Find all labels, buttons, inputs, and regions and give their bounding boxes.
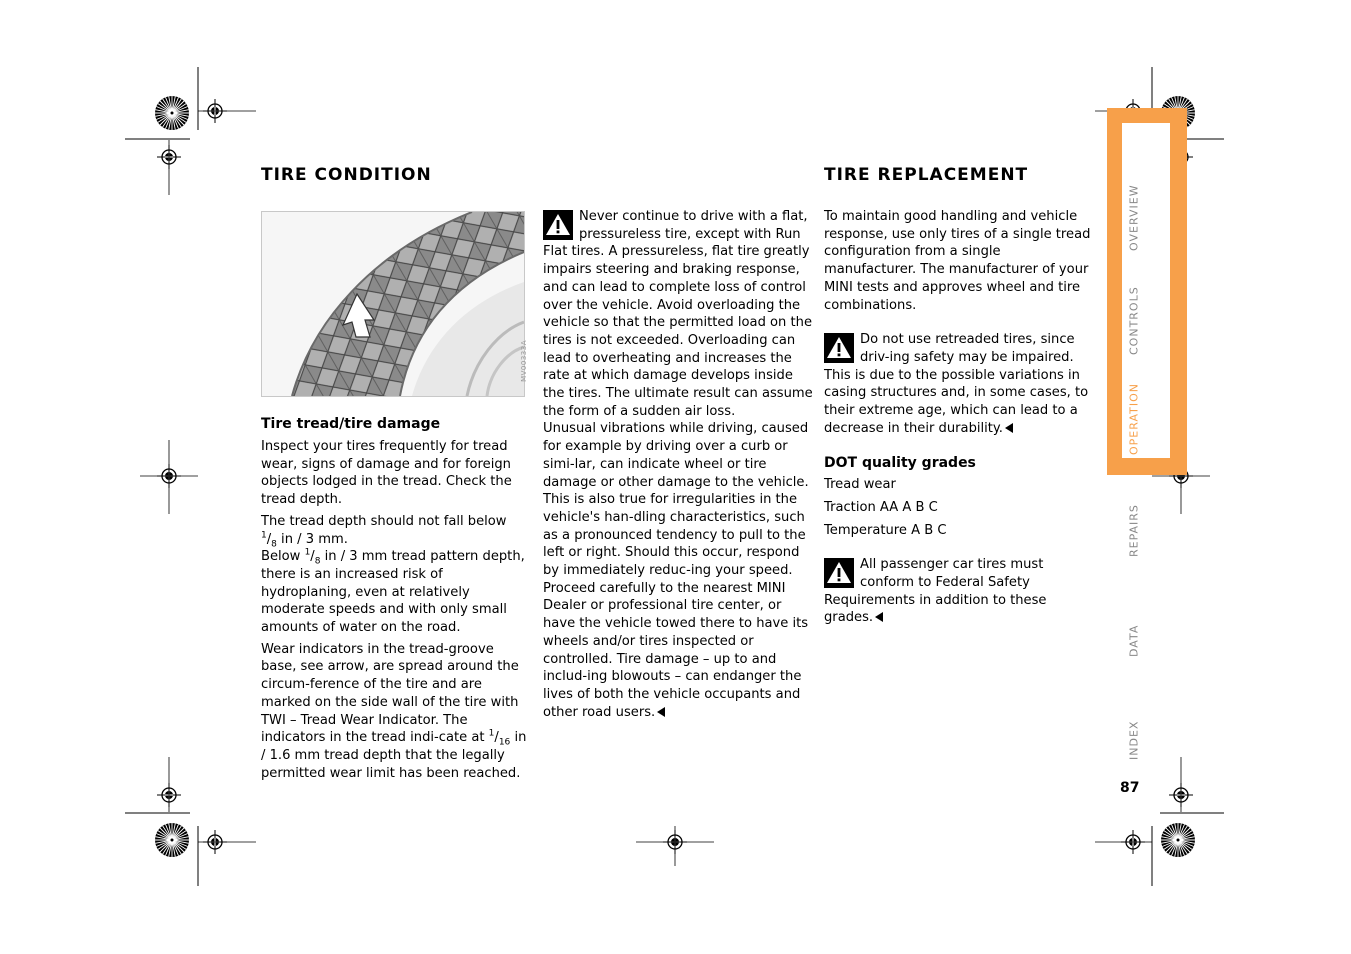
end-triangle-icon [1005,423,1013,433]
tab-operation[interactable]: OPERATION [1127,383,1141,455]
grade-temperature: Temperature A B C [824,522,947,538]
left-column-body [261,438,531,782]
registration-mark-icon [198,99,256,123]
subheading-dot-grades: DOT quality grades [824,455,976,472]
end-triangle-icon [657,707,665,717]
middle-column-body [543,208,815,721]
grade-traction: Traction AA A B C [824,499,938,515]
right-column-body [824,208,1096,627]
tab-controls[interactable]: CONTROLS [1127,286,1141,355]
paragraph-vibrations: Unusual vibrations while driving, caused for example by driving over a curb or simi-lar, can indicate wheel or tire damage or other damage to the vehicle. This is also true for irregularities in the vehicle's han-dling characteristics, such as a pronounced tendency to pull to the left or right. Should this occur, respond by immediately reduc-ing your speed. Proceed carefully to the nearest MINI Dealer or professional tire center, or have the vehicle towed there to have its wheels and/or tires inspected or controlled. Tire damage – up to and includ-ing blowouts – can endanger the lives of both the vehicle occupants and other road users. [543,421,809,720]
paragraph-maintain-handling: To maintain good handling and vehicle response, use only tires of a single tread configuration from a single manufacturer. The manufacturer of your MINI tests and approves wheel and tire combinations. [824,209,1091,313]
warning-federal: All passenger car tires must conform to Federal Safety Requirements in addition to these grades. [824,557,1047,626]
warning-flat-tire: Never continue to drive with a flat, pressureless tire, except with Run Flat tires. A pressureless, flat tire greatly impairs steering and braking response, and can lead to complete loss of control over the vehicle. Avoid overloading the vehicle so that the permitted load on the tires is not exceeded. Overloading can lead to overheating and increases the rate at which damage develops inside the tires. The ultimate result can assume the form of a sudden air loss. [543,209,813,419]
warning-triangle-icon [543,210,573,240]
tab-overview[interactable]: OVERVIEW [1127,184,1141,251]
end-triangle-icon [875,612,883,622]
page-number: 87 [1120,780,1140,796]
warning-retreaded: Do not use retreaded tires, since driv-ing safety may be impaired. This is due to the possible variations in casing structures and, in some cases, to their extreme age, which can lead to a decrease in their durability. [824,332,1089,436]
grade-tread-wear: Tread wear [824,477,896,493]
section-heading-tire-replacement: TIRE REPLACEMENT [824,165,1029,185]
tab-data[interactable]: DATA [1127,624,1141,658]
subheading-tire-tread: Tire tread/tire damage [261,416,441,432]
paragraph-inspect: Inspect your tires frequently for tread wear, signs of damage and for foreign objects lodged in the tread. Check the tread depth. [261,439,512,508]
image-code: MV00333A [520,340,528,382]
warning-triangle-icon [824,558,854,588]
tab-index[interactable]: INDEX [1127,720,1141,760]
tab-repairs[interactable]: REPAIRS [1127,504,1141,558]
paragraph-wear-indicators: Wear indicators in the tread-groove base, see arrow, are spread around the circum-ference of the tire and are marked on the side wall of the tire with TWI – Tread Wear Indicator. The indicators in the tread indi-cate at $^1/_{16}$ in / 1.6 mm tread depth that the legally permitted wear limit has been reached. [261,641,527,781]
warning-triangle-icon [824,333,854,363]
section-heading-tire-condition: TIRE CONDITION [261,165,432,185]
tire-tread-image [261,211,525,397]
paragraph-tread-depth: The tread depth should not fall below $^1/_8$ in / 3 mm. Below $^1/_8$ in / 3 mm tread pattern depth, there is an increased risk of hydroplaning, even at relatively moderate speeds and with only small amounts of water on the road. [261,513,525,636]
